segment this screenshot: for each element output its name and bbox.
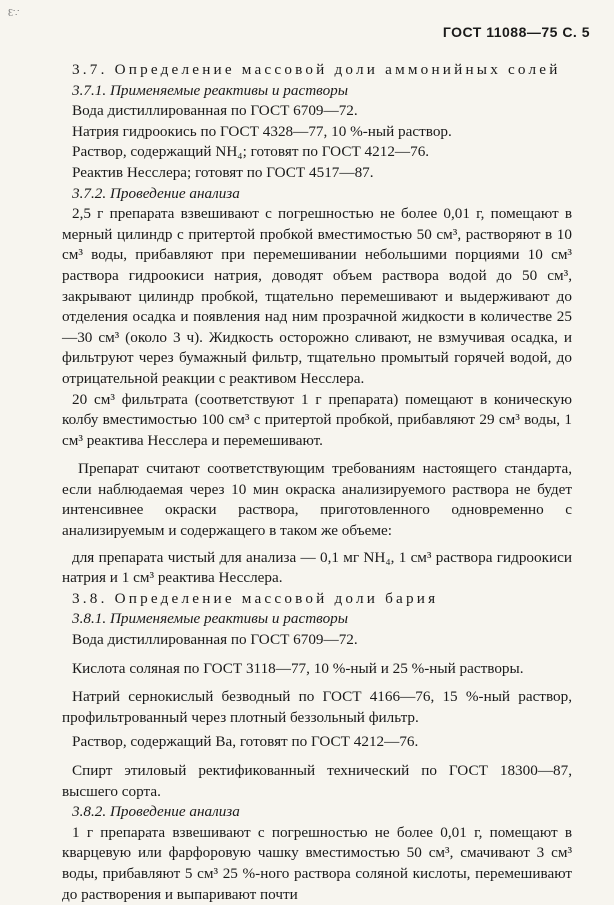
procedure-paragraph-3: 1 г препарата взвешивают с погрешностью не более 0,01 г, помещают в кварцевую или фарфоровую чашку вместимостью 50 см³, смачивают 3 см³ воды, прибавляют 5 см³ 25 %-ного раствора соляной кислоты, перемешивают до растворения и выпаривают почти: [62, 823, 572, 903]
section-3-8-title: 3.8. Определение массовой доли бария: [72, 589, 439, 607]
reagent-hcl: Кислота соляная по ГОСТ 3118—77, 10 %-ный и 25 %-ный растворы.: [72, 659, 524, 677]
reagent-water: Вода дистиллированная по ГОСТ 6709—72.: [72, 102, 358, 120]
procedure-paragraph-2: 20 см³ фильтрата (соответствуют 1 г препарата) помещают в коническую колбу вместимостью 100 см³ с притертой пробкой, прибавляют 29 см³ воды, 1 см³ реактива Несслера и перемешивают.: [62, 390, 572, 449]
corner-mark: Ɛ∵: [8, 8, 20, 19]
reagent-ethanol: Спирт этиловый ректификованный технический по ГОСТ 18300—87, высшего сорта.: [62, 762, 572, 800]
acceptance-criteria: для препарата чистый для анализа — 0,1 мг NH₄, 1 см³ раствора гидроокиси натрия и 1 см³ реактива Несслера.: [62, 548, 572, 587]
reagent-water-2: Вода дистиллированная по ГОСТ 6709—72.: [72, 631, 358, 649]
reagent-na2so4: Натрий сернокислый безводный по ГОСТ 4166—76, 15 %-ный раствор, профильтрованный через плотный беззольный фильтр.: [62, 688, 572, 726]
subsection-3-7-2-title: 3.7.2. Проведение анализа: [72, 184, 240, 202]
section-3-7-title: 3.7. Определение массовой доли аммонийных солей: [72, 61, 561, 78]
acceptance-paragraph: Препарат считают соответствующим требованиям настоящего стандарта, если наблюдаемая через 10 мин окраска анализируемого раствора не будет интенсивнее окраски раствора, приготовленного одновременно с анализируемым и содержащего в таком же объеме:: [62, 460, 572, 540]
subsection-3-8-1-title: 3.8.1. Применяемые реактивы и растворы: [72, 610, 349, 628]
subsection-3-8-2-title: 3.8.2. Проведение анализа: [72, 803, 240, 821]
subsection-3-7-1-title: 3.7.1. Применяемые реактивы и растворы: [72, 81, 349, 99]
page-header: ГОСТ 11088—75 С. 5: [442, 24, 590, 40]
reagent-naoh: Натрия гидроокись по ГОСТ 4328—77, 10 %-ный раствор.: [72, 122, 452, 140]
document-body: [62, 60, 572, 905]
procedure-paragraph-1: 2,5 г препарата взвешивают с погрешностью не более 0,01 г, помещают в мерный цилиндр с притертой пробкой вместимостью 50 см³, растворяют в 10 см³ воды, прибавляют при перемешивании небольшими порциями 10 см³ раствора гидроокиси натрия, доводят объем раствора водой до 50 см³, закрывают цилиндр пробкой, тщательно перемешивают и выдерживают до отделения осадка и появления над ним прозрачной жидкости в количестве 25—30 см³ (около 3 ч). Жидкость осторожно сливают, не взмучивая осадка, и фильтруют через бумажный фильтр, тщательно промытый горячей водой, до отрицательной реакции с реактивом Несслера.: [62, 205, 572, 387]
reagent-nessler: Реактив Несслера; готовят по ГОСТ 4517—87.: [72, 163, 374, 181]
reagent-ba-solution: Раствор, содержащий Ba, готовят по ГОСТ 4212—76.: [72, 733, 419, 751]
reagent-nh4-solution: Раствор, содержащий NH₄; готовят по ГОСТ 4212—76.: [72, 143, 430, 161]
